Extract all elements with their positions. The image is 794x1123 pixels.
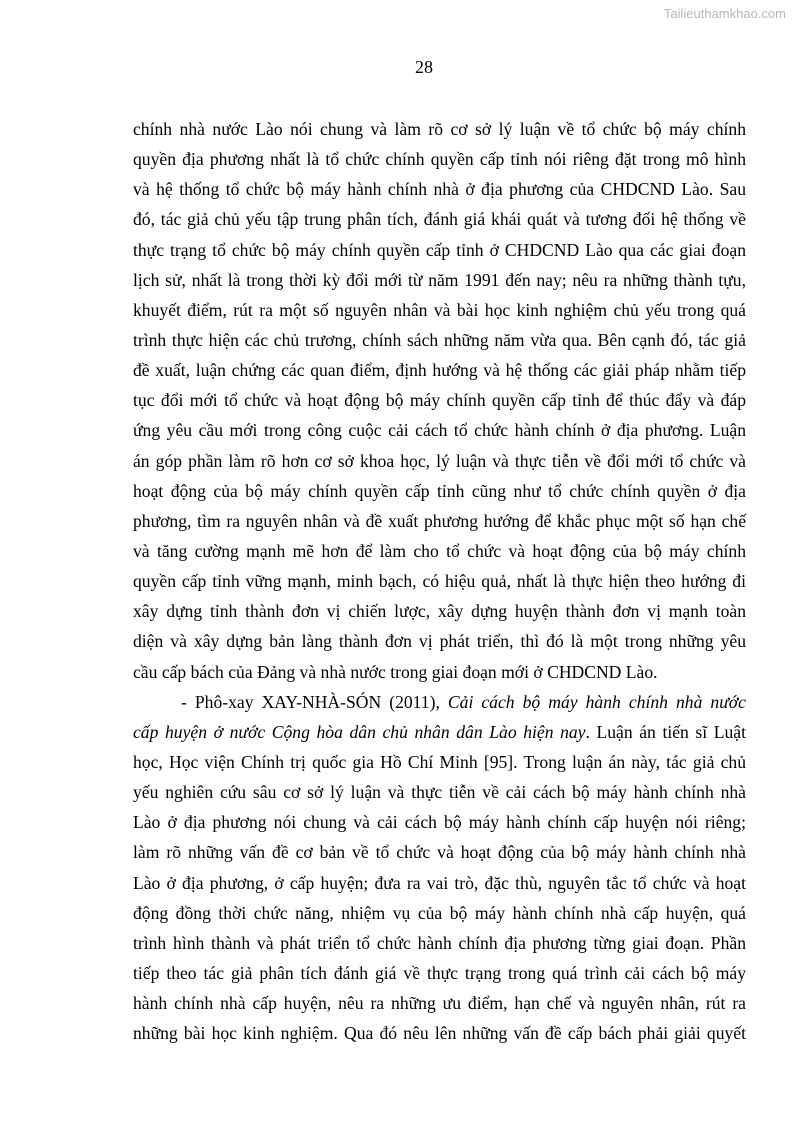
text-line: chính nhà nước Lào nói chung và làm rõ cơ sở lý luận về tổ chức bộ máy chính (133, 119, 746, 139)
text-line: ứng yêu cầu mới trong công cuộc cải cách tổ chức hành chính ở địa phương. Luận (133, 420, 746, 441)
text-line: án góp phần làm rõ hơn cơ sở khoa học, lý luận và thực tiễn về đổi mới tổ chức và (133, 450, 746, 471)
text-line: - Phô-xay XAY-NHÀ-SÓN (2011), Cải cách bộ máy hành chính nhà nước (181, 691, 746, 712)
text-line: khuyết điểm, rút ra một số nguyên nhân và bài học kinh nghiệm chủ yếu trong quá (133, 299, 746, 320)
text-line: động đồng thời chức năng, nhiệm vụ của bộ máy hành chính nhà cấp huyện, quá (133, 902, 746, 923)
italic-title: Cải cách bộ máy hành chính nhà nước (447, 691, 746, 712)
text-line: phương, tìm ra nguyên nhân và đề xuất phương hướng để khắc phục một số hạn chế (133, 510, 746, 531)
text-line: hoạt động của bộ máy chính quyền cấp tỉnh cũng như tổ chức chính quyền ở địa (133, 480, 746, 501)
text-line: những bài học kinh nghiệm. Qua đó nêu lên những vấn đề cấp bách phải giải quyết (133, 1023, 746, 1044)
document-body (133, 114, 746, 1048)
text-line: trình hình thành và phát triển tổ chức hành chính địa phương từng giai đoạn. Phần (133, 932, 746, 953)
text-line: Lào ở địa phương, ở cấp huyện; đưa ra vai trò, đặc thù, nguyên tắc tổ chức và hoạt (133, 872, 746, 893)
text-line: lịch sử, nhất là trong thời kỳ đổi mới từ năm 1991 đến nay; nêu ra những thành tựu, (133, 269, 746, 290)
text-line: tiếp theo tác giả phân tích đánh giá về thực trạng trong quá trình cải cách bộ máy (133, 962, 746, 983)
text-line: cầu cấp bách của Đảng và nhà nước trong giai đoạn mới ở CHDCND Lào. (133, 661, 658, 682)
text-line: cấp huyện ở nước Cộng hòa dân chủ nhân dân Lào hiện nay. Luận án tiến sĩ Luật (133, 721, 746, 742)
text-line: Lào ở địa phương nói chung và cải cách bộ máy hành chính cấp huyện nói riêng; (133, 812, 746, 833)
text-line: đó, tác giả chủ yếu tập trung phân tích, đánh giá khái quát và tương đối hệ thống về (133, 209, 746, 230)
text-line: yếu nghiên cứu sâu cơ sở lý luận và thực tiễn về cải cách bộ máy hành chính nhà (133, 782, 746, 803)
text-line: quyền cấp tỉnh vững mạnh, minh bạch, có hiệu quả, nhất là thực hiện theo hướng đi (133, 571, 746, 592)
watermark: Tailieuthamkhao.com (663, 6, 786, 21)
paragraph (133, 114, 746, 687)
text-line: học, Học viện Chính trị quốc gia Hồ Chí Minh [95]. Trong luận án này, tác giả chủ (133, 751, 746, 772)
text-line: trình thực hiện các chủ trương, chính sách những năm vừa qua. Bên cạnh đó, tác giả (133, 329, 746, 350)
text-line: diện và xây dựng bản làng thành đơn vị phát triển, thì đó là một trong những yêu (133, 631, 746, 652)
text-line: làm rõ những vấn đề cơ bản về tổ chức và hoạt động của bộ máy hành chính nhà (133, 842, 746, 863)
text-line: tục đổi mới tổ chức và hoạt động bộ máy chính quyền cấp tỉnh để thúc đẩy và đáp (133, 390, 746, 411)
paragraph (133, 687, 746, 1049)
text-line: thực trạng tổ chức bộ máy chính quyền cấp tỉnh ở CHDCND Lào qua các giai đoạn (133, 239, 746, 260)
text-line: và hệ thống tổ chức bộ máy hành chính nhà ở địa phương của CHDCND Lào. Sau (133, 179, 746, 200)
text-line: xây dựng tỉnh thành đơn vị chiến lược, xây dựng huyện thành đơn vị mạnh toàn (133, 601, 746, 622)
text-line: hành chính nhà cấp huyện, nêu ra những ưu điểm, hạn chế và nguyên nhân, rút ra (133, 993, 746, 1014)
text-line: quyền địa phương nhất là tổ chức chính quyền cấp tỉnh nói riêng đặt trong mô hình (133, 149, 746, 170)
text-line: và tăng cường mạnh mẽ hơn để làm cho tổ chức và hoạt động của bộ máy chính (133, 540, 746, 561)
page-number: 28 (415, 57, 433, 77)
italic-title: cấp huyện ở nước Cộng hòa dân chủ nhân dân Lào hiện nay (133, 721, 586, 742)
text-line: đề xuất, luận chứng các quan điểm, định hướng và hệ thống các giải pháp nhằm tiếp (133, 360, 746, 381)
